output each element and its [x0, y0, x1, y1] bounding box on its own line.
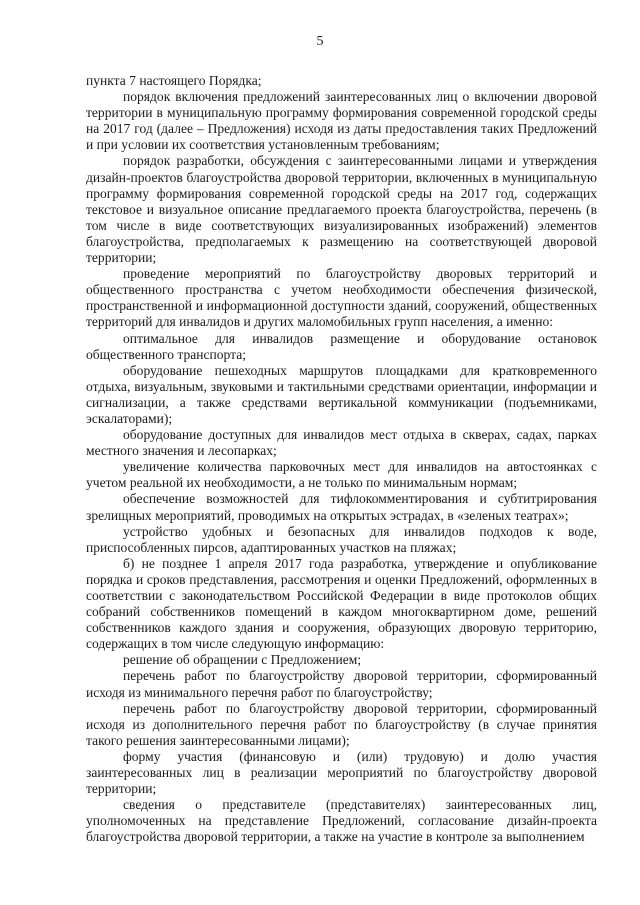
paragraph: оптимальное для инвалидов размещение и оборудование остановок общественного транспорта;	[86, 330, 597, 362]
paragraph: обеспечение возможностей для тифлокомментирования и субтитрирования зрелищных мероприятий, проводимых на открытых эстрадах, в «зеленых театрах»;	[86, 491, 597, 523]
paragraph: перечень работ по благоустройству дворовой территории, сформированный исходя из минимального перечня работ по благоустройству;	[86, 668, 597, 700]
paragraph: пункта 7 настоящего Порядка;	[86, 73, 262, 88]
paragraph: порядок включения предложений заинтересованных лиц о включении дворовой территории в муниципальную программу формирования современной городской среды на 2017 год (далее – Предложения) исходя из даты предоставления таких Предложений и при условии их соответствия установленным требованиям;	[86, 89, 597, 153]
paragraph: решение об обращении с Предложением;	[123, 652, 362, 668]
paragraph: порядок разработки, обсуждения с заинтересованными лицами и утверждения дизайн-проектов благоустройства дворовой территории, включенных в муниципальную программу формирования современной городской среды на 2017 год, содержащих текстовое и визуальное описание предлагаемого проекта благоустройства, перечень (в том числе в виде соответствующих визуализированных изображений) элементов благоустройства, предполагаемых к размещению на соответствующей дворовой территории;	[86, 153, 597, 266]
paragraph: проведение мероприятий по благоустройству дворовых территорий и общественного пространства с учетом необходимости обеспечения физической, пространственной и информационной доступности зданий, сооружений, общественных территорий для инвалидов и других маломобильных групп населения, а именно:	[86, 266, 597, 330]
paragraph: оборудование пешеходных маршрутов площадками для кратковременного отдыха, визуальным, звуковыми и тактильными средствами ориентации, информации и сигнализации, а также средствами вертикальной коммуникации (подъемниками, эскалаторами);	[86, 362, 597, 426]
paragraph: устройство удобных и безопасных для инвалидов подходов к воде, приспособленных пирсов, адаптированных участков на пляжах;	[86, 523, 597, 555]
paragraph: перечень работ по благоустройству дворовой территории, сформированный исходя из дополнительного перечня работ по благоустройству (в случае принятия такого решения заинтересованными лицами);	[86, 700, 597, 748]
document-body	[86, 73, 597, 846]
paragraph: оборудование доступных для инвалидов мест отдыха в скверах, садах, парках местного значения и лесопарках;	[86, 427, 597, 459]
paragraph: сведения о представителе (представителях) заинтересованных лиц, уполномоченных на представление Предложений, согласование дизайн-проекта благоустройства дворовой территории, а также на участие в контроле за выполнением	[86, 797, 597, 845]
paragraph: увеличение количества парковочных мест для инвалидов на автостоянках с учетом реальной их необходимости, а не только по минимальным нормам;	[86, 459, 597, 491]
page-number: 5	[316, 34, 324, 49]
paragraph: б) не позднее 1 апреля 2017 года разработка, утверждение и опубликование порядка и сроков представления, рассмотрения и оценки Предложений, оформленных в соответствии с законодательством Российской Федерации в виде протоколов общих собраний собственников помещений в каждом многоквартирном доме, решений собственников каждого здания и сооружения, образующих дворовую территорию, содержащих в том числе следующую информацию:	[86, 555, 597, 652]
paragraph: форму участия (финансовую и (или) трудовую) и долю участия заинтересованных лиц в реализации мероприятий по благоустройству дворовой территории;	[86, 748, 597, 797]
